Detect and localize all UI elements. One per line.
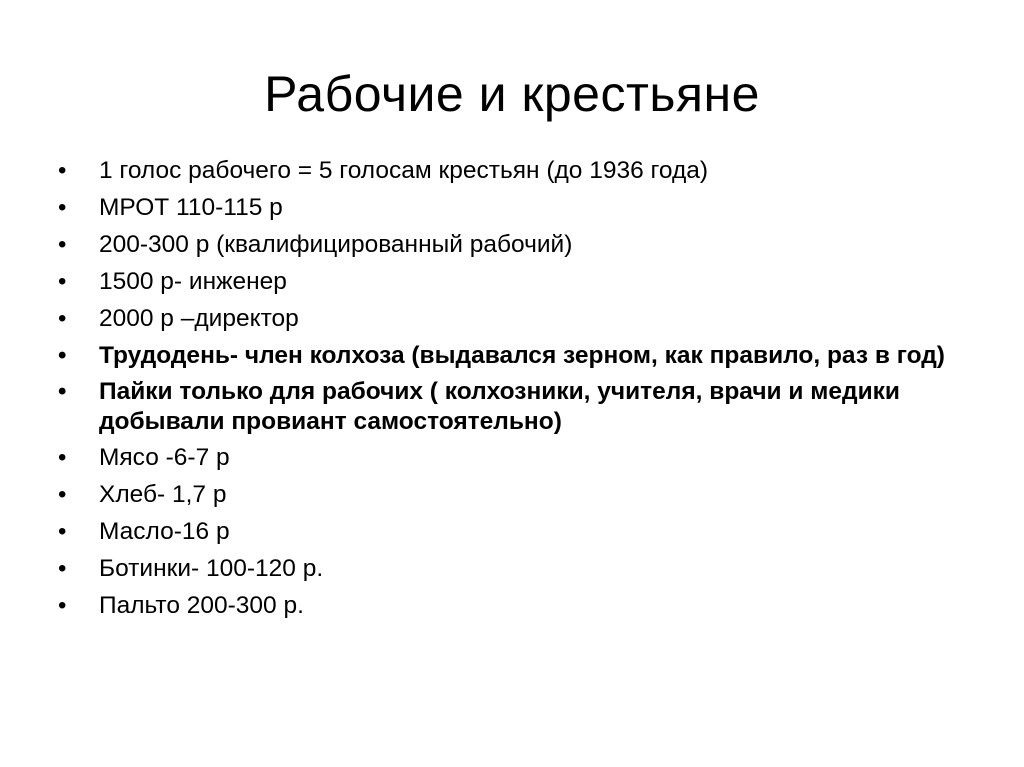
- bullet-item: [58, 193, 978, 223]
- bullet-list: [58, 156, 978, 628]
- bullet-item: [58, 304, 978, 334]
- bullet-text: Пальто 200-300 р.: [99, 592, 304, 619]
- bullet-icon: •: [58, 194, 67, 221]
- bullet-icon: •: [58, 518, 67, 545]
- bullet-text: Масло-16 р: [99, 518, 230, 545]
- bullet-icon: •: [58, 592, 67, 619]
- bullet-item: [58, 267, 978, 297]
- bullet-text: МРОТ 110-115 р: [99, 194, 283, 221]
- bullet-text: 2000 р –директор: [99, 305, 299, 332]
- bullet-icon: •: [58, 231, 67, 258]
- bullet-text: Мясо -6-7 р: [99, 444, 230, 471]
- bullet-icon: •: [58, 268, 67, 295]
- bullet-text: Хлеб- 1,7 р: [99, 481, 227, 508]
- bullet-text: 1 голос рабочего = 5 голосам крестьян (до 1936 года): [99, 157, 709, 184]
- bullet-item: [58, 230, 978, 260]
- bullet-icon: •: [58, 378, 67, 405]
- bullet-item: [58, 591, 978, 621]
- bullet-text: 1500 р- инженер: [99, 268, 287, 295]
- bullet-item: [58, 554, 978, 584]
- bullet-icon: •: [58, 481, 67, 508]
- bullet-item: [58, 480, 978, 510]
- bullet-item: [58, 517, 978, 547]
- bullet-icon: •: [58, 444, 67, 471]
- bullet-icon: •: [58, 555, 67, 582]
- slide-title: Рабочие и крестьяне: [264, 66, 760, 122]
- bullet-item: [58, 156, 978, 186]
- bullet-item: [58, 377, 978, 437]
- bullet-text: Пайки только для рабочих ( колхозники, учителя, врачи и медики добывали провиант самостоятельно): [99, 378, 900, 435]
- bullet-icon: •: [58, 157, 67, 184]
- bullet-item: [58, 443, 978, 473]
- bullet-text: 200-300 р (квалифицированный рабочий): [99, 231, 573, 258]
- bullet-text: Ботинки- 100-120 р.: [99, 555, 324, 582]
- bullet-text: Трудодень- член колхоза (выдавался зерном, как правило, раз в год): [99, 342, 945, 369]
- bullet-item: [58, 341, 978, 371]
- bullet-icon: •: [58, 305, 67, 332]
- bullet-icon: •: [58, 342, 67, 369]
